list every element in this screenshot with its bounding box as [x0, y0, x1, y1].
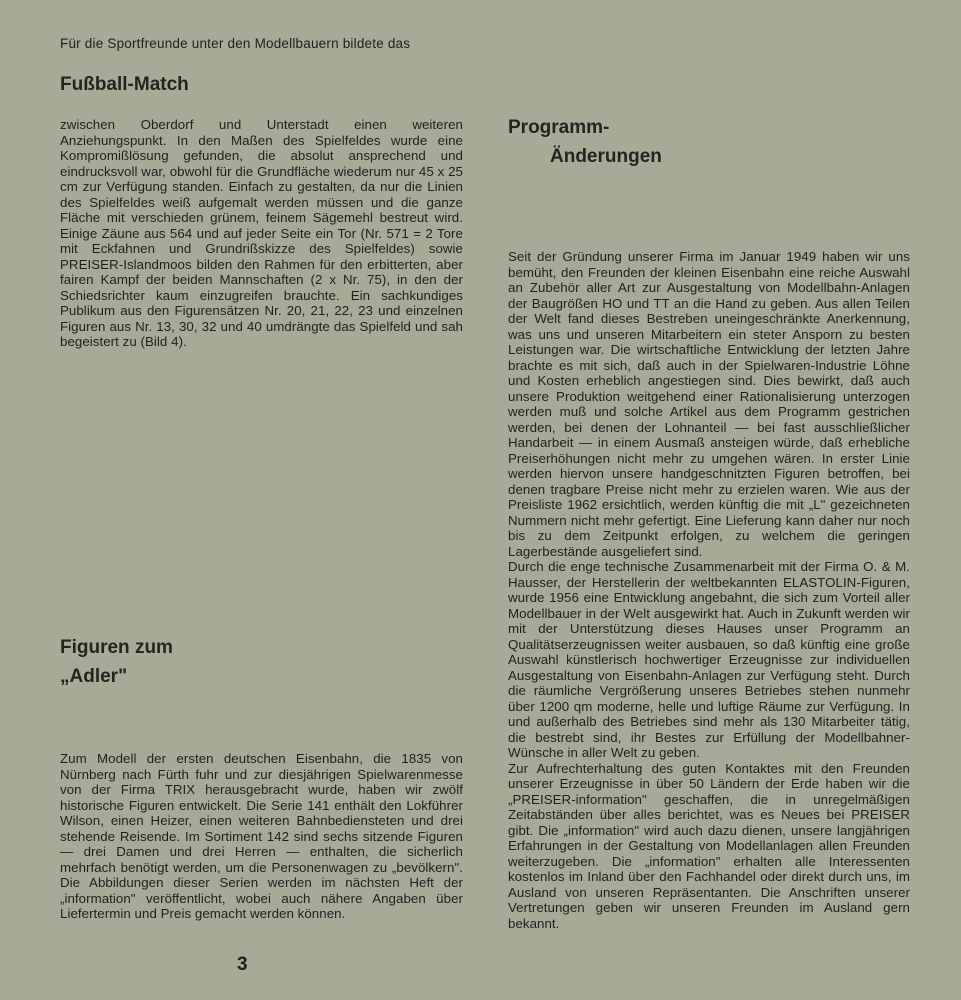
section-text-programm: Seit der Gründung unserer Firma im Januar 1949 haben wir uns bemüht, den Freunden der kleinen Eisenbahn eine reiche Auswahl an Zubehör aller Art zur Ausgestaltung von Modellbahn-Anlagen der Baugrößen HO und TT an die Hand zu geben. Aus allen Teilen der Welt fand dieses Bestreben uneingeschränkte Anerkennung, was uns und unseren Mitarbeitern ein steter Ansporn zu besten Leistungen war. Die wirtschaftliche Entwicklung der letzten Jahre brachte es mit sich, daß auch in der Spielwaren-Industrie Löhne und Kosten erheblich angestiegen sind. Dies bewirkt, daß auch unsere Produktion weitgehend einer Rationalisierung unterzogen werden muß und solche Artikel aus dem Programm gestrichen werden, bei denen der Lohnanteil — bei fast ausschließlicher Handarbeit — in einem Ausmaß ansteigen würde, daß erhebliche Preiserhöhungen nicht mehr zu umgehen wären. In erster Linie werden hiervon unsere handgeschnitzten Figuren betroffen, bei denen tragbare Preise nicht mehr zu erzielen waren. Wie aus der Preisliste 1962 ersichtlich, werden künftig die mit „L" gezeichneten Nummern nicht mehr gefertigt. Eine Lieferung kann daher nur noch bis zu dem Zeitpunkt erfolgen, zu welchem die geringen Lagerbestände ausgeliefert sind. Durch die enge technische Zusammenarbeit mit der Firma O. & M. Hausser, der Herstellerin der weltbekannten ELASTOLIN-Figuren, wurde 1956 eine Entwicklung angebahnt, die sich zum Vorteil aller Modellbauer in der Welt ausgewirkt hat. Auch in Zukunft werden wir mit der Unterstützung dieses Hauses unser Programm an Qualitätserzeugnissen weiter ausbauen, so daß künftig eine große Auswahl künstlerisch hochwertiger Erzeugnisse zur individuellen Ausgestaltung von Eisenbahn-Anlagen zur Verfügung steht. Durch die räumliche Vergrößerung unseres Betriebes stehen nunmehr über 1200 qm moderne, helle und luftige Räume zur Verfügung. In und außerhalb des Betriebes sind mehr als 130 Mitarbeiter tätig, die bestrebt sind, ihr Bestes zur Erfüllung der Modellbahner-Wünsche in aller Welt zu geben. Zur Aufrechterhaltung des guten Kontaktes mit den Freunden unserer Erzeugnisse in über 50 Ländern der Erde haben wir die „PREISER-information" geschaffen, die in unregelmäßigen Zeitabständen über alles berichtet, was es Neues bei PREISER gibt. Die „information" wird auch dazu dienen, unsere langjährigen Erfahrungen in der Gestaltung von Modellanlagen allen Freunden weiterzugeben. Die „information" erhalten alle Interessenten kostenlos im Inland über den Fachhandel oder direkt durch uns, im Ausland von unseren Repräsentanten. Die Anschriften unserer Vertretungen geben wir unseren Freunden im Ausland gern bekannt.	[508, 249, 910, 931]
section-title-figuren-line1: Figuren zum	[60, 637, 173, 658]
page-number: 3	[237, 954, 248, 975]
section-title-programm	[508, 116, 662, 169]
section-title-figuren-line2: „Adler"	[60, 666, 128, 687]
section-title-programm-line1: Programm-	[508, 117, 610, 138]
intro-line: Für die Sportfreunde unter den Modellbauern bildete das	[60, 36, 411, 51]
section-title-fussball: Fußball-Match	[60, 74, 189, 95]
section-text-fussball: zwischen Oberdorf und Unterstadt einen weiteren Anziehungspunkt. In den Maßen des Spielfeldes wurde eine Kompromißlösung gefunden, die absolut ansprechend und eindrucksvoll war, obwohl für die Grundfläche wiederum nur 45 x 25 cm zur Verfügung standen. Einfach zu gestalten, da nur die Linien des Spielfeldes weiß aufgemalt werden müssen und die ganze Fläche mit verschieden grünem, feinem Sägemehl bestreut wird. Einige Zäune aus 564 und auf jeder Seite ein Tor (Nr. 571 = 2 Tore mit Eckfahnen und Grundrißskizze des Spielfeldes) sowie PREISER-Islandmoos bilden den Rahmen für den erbitterten, aber fairen Kampf der beiden Mannschaften (2 x Nr. 75), in den der Schiedsrichter kaum einzugreifen brauchte. Ein sachkundiges Publikum aus den Figurensätzen Nr. 20, 21, 22, 23 und einzelnen Figuren aus Nr. 13, 30, 32 und 40 umdrängte das Spielfeld und sah begeistert zu (Bild 4).	[60, 117, 463, 349]
section-text-figuren: Zum Modell der ersten deutschen Eisenbahn, die 1835 von Nürnberg nach Fürth fuhr und zur diesjährigen Spielwarenmesse von der Firma TRIX herausgebracht wurde, haben wir zwölf historische Figuren entwickelt. Die Serie 141 enthält den Lokführer Wilson, einen Heizer, einen weiteren Bahnbediensteten und drei stehende Reisende. Im Sortiment 142 sind sechs sitzende Figuren — drei Damen und drei Herren — enthalten, die sicherlich mehrfach benötigt werden, um die Personenwagen zu „bevölkern". Die Abbildungen dieser Serien werden im nächsten Heft der „information" veröffentlicht, wobei auch nähere Angaben über Liefertermin und Preis gemacht werden können.	[60, 751, 463, 921]
section-title-programm-line2: Änderungen	[550, 146, 662, 167]
section-title-figuren	[60, 636, 173, 689]
